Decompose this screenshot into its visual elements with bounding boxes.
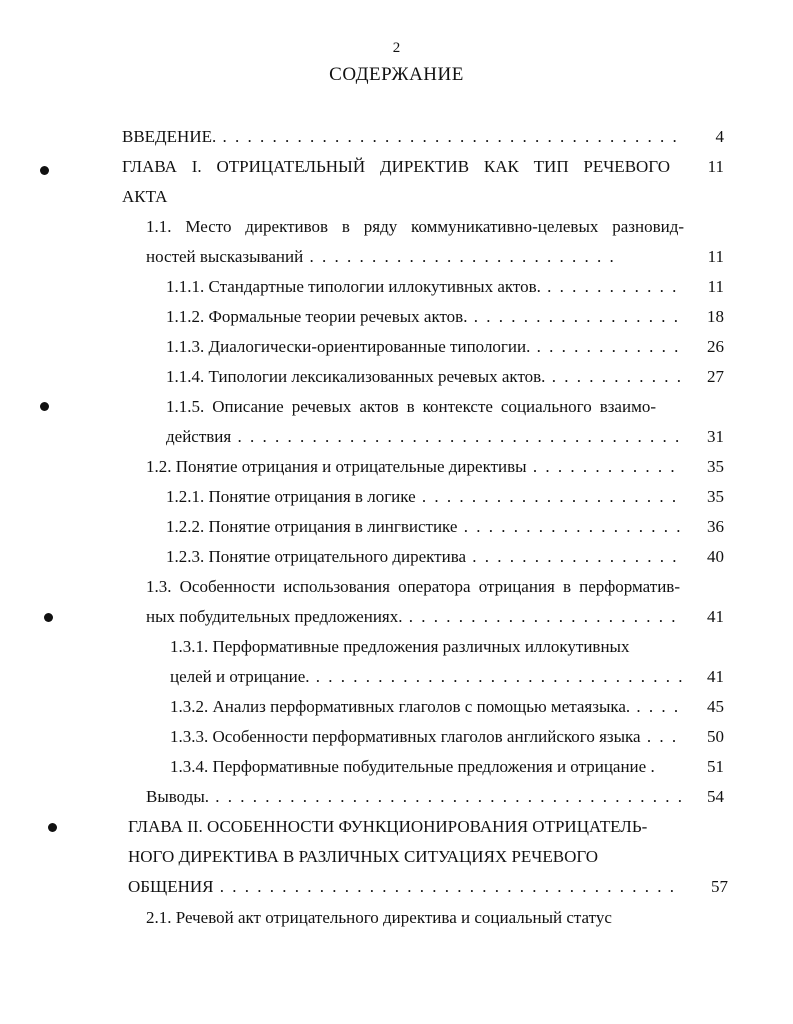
toc-entry-1-3-2[interactable]: 1.3.2. Анализ перформативных глаголов с помощью метаязыка. . . .: [170, 695, 682, 719]
toc-entry-chapter-2-cont2[interactable]: ОБЩЕНИЯ . . .: [128, 875, 682, 899]
page-number: 2: [392, 40, 401, 56]
page-title: СОДЕРЖАНИЕ: [329, 64, 464, 85]
toc-page-1-3-3: 50: [707, 727, 724, 746]
toc-entry-conclusions-1[interactable]: Выводы. . . .: [146, 785, 682, 809]
toc-page-conclusions-1: 54: [707, 787, 724, 806]
toc-page-1-2: 35: [707, 457, 724, 476]
toc-page-1-3-1: 41: [707, 667, 724, 686]
toc-entry-1-3-cont[interactable]: ных побудительных предложениях. . . .: [146, 605, 682, 629]
toc-entry-2-1[interactable]: 2.1. Речевой акт отрицательного директива и социальный статус: [146, 908, 612, 927]
toc-page-1-3: 41: [707, 607, 724, 626]
toc-entry-1-3[interactable]: 1.3. Особенности использования оператора отрицания в перформатив-: [146, 577, 680, 596]
toc-entry-chapter-2[interactable]: ГЛАВА II. ОСОБЕННОСТИ ФУНКЦИОНИРОВАНИЯ ОТРИЦАТЕЛЬ-: [128, 817, 648, 836]
toc-entry-1-1-1[interactable]: 1.1.1. Стандартные типологии иллокутивных актов. . . .: [166, 275, 682, 299]
toc-entry-1-1-cont[interactable]: ностей высказываний . . .: [146, 245, 616, 269]
toc-entry-1-3-4[interactable]: 1.3.4. Перформативные побудительные предложения и отрицание .: [170, 757, 655, 776]
toc-page-intro: 4: [715, 127, 724, 146]
toc-page-1-2-2: 36: [707, 517, 724, 536]
toc-entry-1-2-3[interactable]: 1.2.3. Понятие отрицательного директива . . .: [166, 545, 682, 569]
toc-entry-1-1-2[interactable]: 1.1.2. Формальные теории речевых актов. . . .: [166, 305, 682, 329]
toc-page-chapter-2: 57: [711, 877, 728, 896]
toc-entry-1-2-1[interactable]: 1.2.1. Понятие отрицания в логике . . .: [166, 485, 682, 509]
toc-entry-1-3-3[interactable]: 1.3.3. Особенности перформативных глаголов английского языка . . .: [170, 725, 682, 749]
toc-entry-1-1[interactable]: 1.1. Место директивов в ряду коммуникативно-целевых разновид-: [146, 217, 684, 236]
toc-entry-1-1-5[interactable]: 1.1.5. Описание речевых актов в контексте социального взаимо-: [166, 397, 656, 416]
toc-entry-1-2[interactable]: 1.2. Понятие отрицания и отрицательные директивы . . .: [146, 455, 682, 479]
toc-page-1-2-3: 40: [707, 547, 724, 566]
toc-entry-1-1-4[interactable]: 1.1.4. Типологии лексикализованных речевых актов. . . .: [166, 365, 682, 389]
toc-page-1-1-4: 27: [707, 367, 724, 386]
toc-entry-1-3-1[interactable]: 1.3.1. Перформативные предложения различных иллокутивных: [170, 637, 630, 656]
toc-entry-chapter-2-cont[interactable]: НОГО ДИРЕКТИВА В РАЗЛИЧНЫХ СИТУАЦИЯХ РЕЧЕВОГО: [128, 847, 599, 866]
toc-page-1-1-2: 18: [707, 307, 724, 326]
toc-page-1-1-5: 31: [707, 427, 724, 446]
toc-entry-chapter-1[interactable]: ГЛАВА I. ОТРИЦАТЕЛЬНЫЙ ДИРЕКТИВ КАК ТИП РЕЧЕВОГО: [122, 157, 670, 176]
toc-page-1-1: 11: [707, 247, 724, 266]
toc-page-1-2-1: 35: [707, 487, 724, 506]
margin-bullet-icon: [40, 166, 49, 175]
toc-entry-1-3-1-cont[interactable]: целей и отрицание. . . .: [170, 665, 682, 689]
margin-bullet-icon: [44, 613, 53, 622]
toc-page-1-3-2: 45: [707, 697, 724, 716]
toc-entry-1-1-5-cont[interactable]: действия . . .: [166, 425, 682, 449]
toc-page-1-1-3: 26: [707, 337, 724, 356]
toc-entry-chapter-1-cont[interactable]: АКТА: [122, 187, 168, 206]
margin-bullet-icon: [48, 823, 57, 832]
toc-entry-1-1-3[interactable]: 1.1.3. Диалогически-ориентированные типологии. . . .: [166, 335, 682, 359]
margin-bullet-icon: [40, 402, 49, 411]
toc-page-1-1-1: 11: [707, 277, 724, 296]
toc-page-chapter-1: 11: [707, 157, 724, 176]
toc-entry-1-2-2[interactable]: 1.2.2. Понятие отрицания в лингвистике . . .: [166, 515, 682, 539]
toc-page-1-3-4: 51: [707, 757, 724, 776]
toc-entry-intro[interactable]: ВВЕДЕНИЕ. . . .: [122, 125, 678, 149]
